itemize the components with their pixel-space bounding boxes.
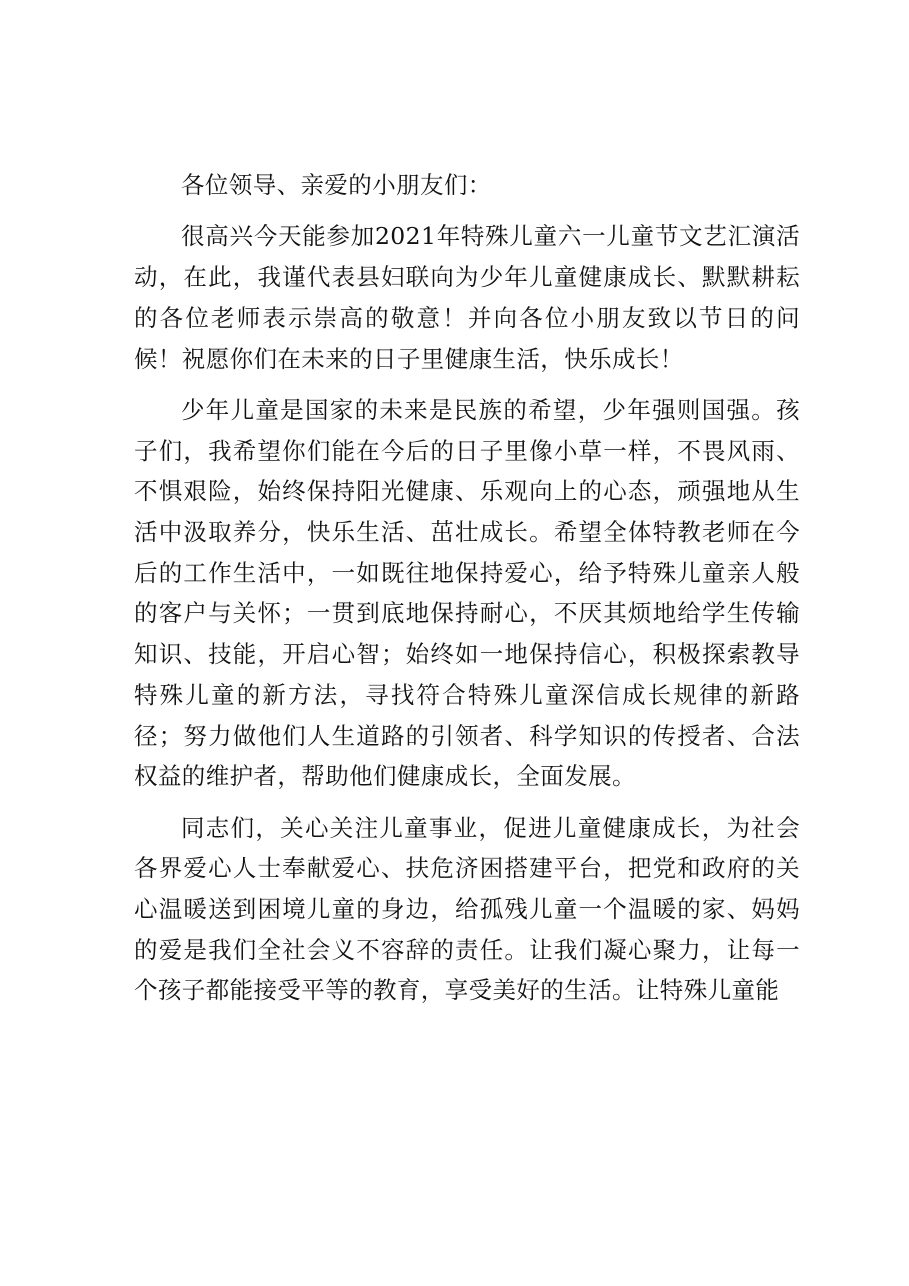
paragraph-hopes: 少年儿童是国家的未来是民族的希望，少年强则国强。孩子们，我希望你们能在今后的日子里像小草一样，不畏风雨、不惧艰险，始终保持阳光健康、乐观向上的心态，顽强地从生活中汲取养分，快乐生活、茁壮成长。希望全体特教老师在今后的工作生活中，一如既往地保持爱心，给予特殊儿童亲人般的客户与关怀；一贯到底地保持耐心，不厌其烦地给学生传输知识、技能，开启心智；始终如一地保持信心，积极探索教导特殊儿童的新方法，寻找符合特殊儿童深信成长规律的新路径；努力做他们人生道路的引领者、科学知识的传授者、合法权益的维护者，帮助他们健康成长，全面发展。 [134,395,800,791]
paragraph-comrades: 同志们，关心关注儿童事业，促进儿童健康成长，为社会各界爱心人士奉献爱心、扶危济困搭建平台，把党和政府的关心温暖送到困境儿童的身边，给孤残儿童一个温暖的家、妈妈的爱是我们全社会义不容辞的责任。让我们凝心聚力，让每一个孩子都能接受平等的教育，享受美好的生活。让特殊儿童能 [134,813,800,1005]
speech-body [134,165,800,1022]
salutation: 各位领导、亲爱的小朋友们： [181,171,492,199]
paragraph-greeting: 很高兴今天能参加2021年特殊儿童六一儿童节文艺汇演活动，在此，我谨代表县妇联向为少年儿童健康成长、默默耕耘的各位老师表示崇高的敬意！并向各位小朋友致以节日的问候！祝愿你们在未来的日子里健康生活，快乐成长！ [134,222,800,373]
